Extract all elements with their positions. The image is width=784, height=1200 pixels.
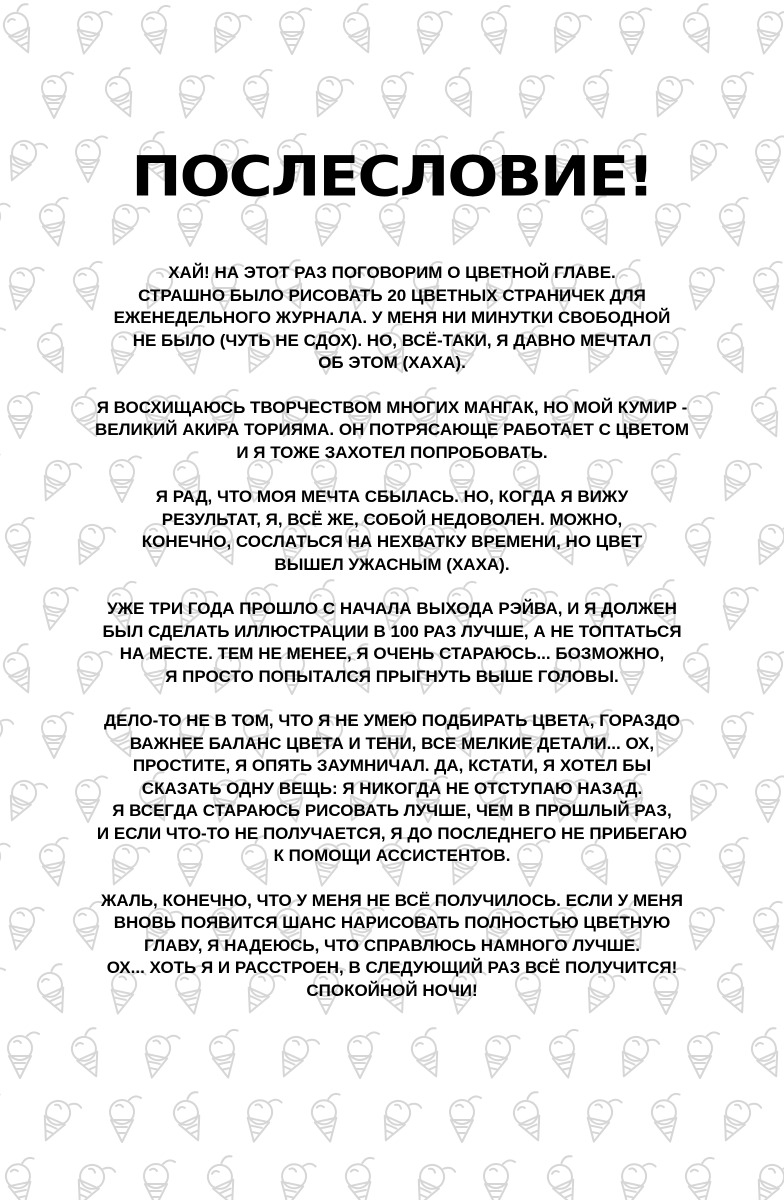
paragraph [60, 710, 724, 868]
text-line: УЖЕ ТРИ ГОДА ПРОШЛО С НАЧАЛА ВЫХОДА РЭЙВА, И Я ДОЛЖЕН [107, 599, 677, 618]
text-line: ГЛАВУ, Я НАДЕЮСЬ, ЧТО СПРАВЛЮСЬ НАМНОГО ЛУЧШЕ. [144, 935, 640, 955]
text-line: ВНОВЬ ПОЯВИТСЯ ШАНС НАРИСОВАТЬ ПОЛНОСТЬЮ ЦВЕТНУЮ [113, 913, 671, 932]
paragraph [60, 486, 724, 576]
text-line: СКАЗАТЬ ОДНУ ВЕЩЬ: Я НИКОГДА НЕ ОТСТУПАЮ НАЗАД. [141, 778, 643, 798]
text-line: Я ПРОСТО ПОПЫТАЛСЯ ПРЫГНУТЬ ВЫШЕ ГОЛОВЫ. [165, 666, 619, 686]
text-line: ОХ... ХОТЬ Я И РАССТРОЕН, В СЛЕДУЮЩИЙ РАЗ ВСЁ ПОЛУЧИТСЯ! [106, 958, 678, 977]
text-line: НЕ БЫЛО (ЧУТЬ НЕ СДОХ). НО, ВСЁ-ТАКИ, Я ДАВНО МЕЧТАЛ [132, 330, 652, 350]
text-line: РЕЗУЛЬТАТ, Я, ВСЁ ЖЕ, СОБОЙ НЕДОВОЛЕН. МОЖНО, [161, 509, 623, 529]
page-title: ПОСЛЕСЛОВИЕ! [131, 144, 653, 210]
text-line: И ЕСЛИ ЧТО-ТО НЕ ПОЛУЧАЕТСЯ, Я ДО ПОСЛЕДНЕГО НЕ ПРИБЕГАЮ [96, 823, 688, 843]
text-line: НА МЕСТЕ. ТЕМ НЕ МЕНЕЕ, Я ОЧЕНЬ СТАРАЮСЬ... БОЗМОЖНО, [119, 644, 665, 663]
text-line: ВЕЛИКИЙ АКИРА ТОРИЯМА. ОН ПОТРЯСАЮЩЕ РАБОТАЕТ С ЦВЕТОМ [94, 420, 690, 439]
afterword-body [60, 262, 724, 1024]
text-line: КОНЕЧНО, СОСЛАТЬСЯ НА НЕХВАТКУ ВРЕМЕНИ, НО ЦВЕТ [141, 532, 643, 551]
text-line: Я ВОСХИЩАЮСЬ ТВОРЧЕСТВОМ МНОГИХ МАНГАК, НО МОЙ КУМИР - [96, 397, 688, 417]
text-line: И Я ТОЖЕ ЗАХОТЕЛ ПОПРОБОВАТЬ. [236, 442, 548, 462]
text-line: ДЕЛО-ТО НЕ В ТОМ, ЧТО Я НЕ УМЕЮ ПОДБИРАТЬ ЦВЕТА, ГОРАЗДО [104, 711, 680, 730]
text-line: ПРОСТИТЕ, Я ОПЯТЬ ЗАУМНИЧАЛ. ДА, КСТАТИ, Я ХОТЕЛ БЫ [132, 756, 652, 775]
paragraph [60, 397, 724, 465]
text-line: К ПОМОЩИ АССИСТЕНТОВ. [273, 846, 511, 865]
text-line: Я ВСЕГДА СТАРАЮСЬ РИСОВАТЬ ЛУЧШЕ, ЧЕМ В ПРОШЛЫЙ РАЗ, [112, 801, 672, 820]
text-line: ЖАЛЬ, КОНЕЧНО, ЧТО У МЕНЯ НЕ ВСЁ ПОЛУЧИЛОСЬ. ЕСЛИ У МЕНЯ [101, 890, 683, 910]
text-line: СПОКОЙНОЙ НОЧИ! [306, 980, 478, 1000]
text-line: ЕЖЕНЕДЕЛЬНОГО ЖУРНАЛА. У МЕНЯ НИ МИНУТКИ СВОБОДНОЙ [113, 308, 671, 327]
text-line: СТРАШНО БЫЛО РИСОВАТЬ 20 ЦВЕТНЫХ СТРАНИЧЕК ДЛЯ [138, 285, 646, 305]
text-line: Я РАД, ЧТО МОЯ МЕЧТА СБЫЛАСЬ. НО, КОГДА Я ВИЖУ [155, 487, 629, 506]
paragraph [60, 890, 724, 1003]
text-line: ВАЖНЕЕ БАЛАНС ЦВЕТА И ТЕНИ, ВСЕ МЕЛКИЕ ДЕТАЛИ... ОХ, [129, 733, 655, 753]
text-line: ХАЙ! НА ЭТОТ РАЗ ПОГОВОРИМ О ЦВЕТНОЙ ГЛАВЕ. [168, 263, 616, 282]
paragraph [60, 262, 724, 375]
paragraph [60, 598, 724, 688]
text-line: ОБ ЭТОМ (ХАХА). [318, 353, 466, 372]
text-line: ВЫШЕЛ УЖАСНЫМ (ХАХА). [274, 554, 510, 574]
text-line: БЫЛ СДЕЛАТЬ ИЛЛЮСТРАЦИИ В 100 РАЗ ЛУЧШЕ, А НЕ ТОПТАТЬСЯ [102, 621, 682, 641]
